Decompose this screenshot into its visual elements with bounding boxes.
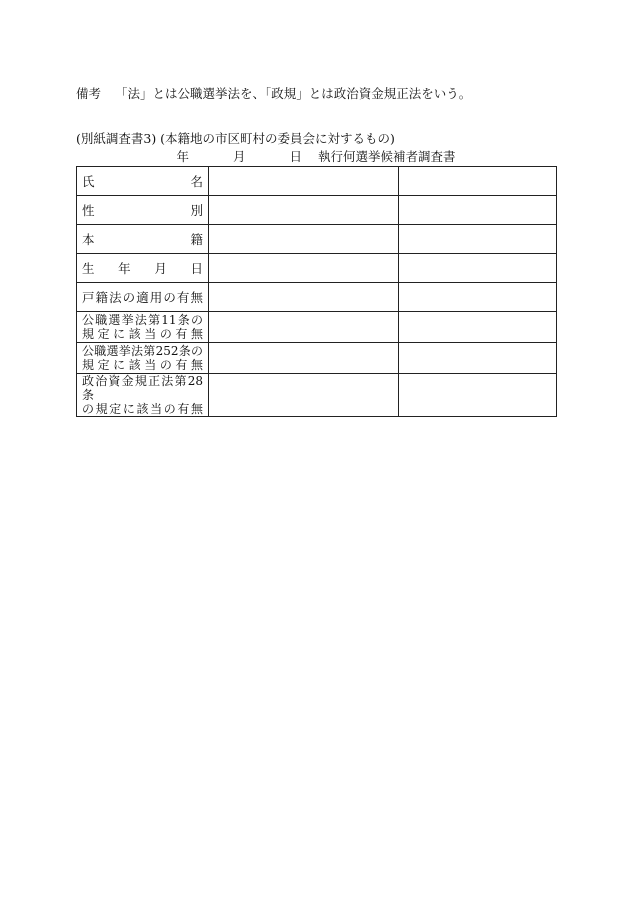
date-month: 月 bbox=[232, 149, 246, 164]
birthdate-value-cell[interactable] bbox=[209, 254, 399, 283]
gender-value-cell[interactable] bbox=[209, 196, 399, 225]
table-row bbox=[77, 374, 557, 417]
form-caption: (別紙調査書3) (本籍地の市区町村の委員会に対するもの) bbox=[76, 131, 395, 146]
row-label-line: 政治資金規正法第28条 bbox=[82, 374, 203, 402]
article-11-value-cell[interactable] bbox=[209, 312, 399, 343]
remarks-text: 「法」とは公職選挙法を、「政規」とは政治資金規正法をいう。 bbox=[115, 86, 472, 101]
table-row bbox=[77, 312, 557, 343]
row-label-domicile: 本籍 bbox=[77, 225, 209, 254]
row-label-name: 氏名 bbox=[77, 167, 209, 196]
gender-remarks-cell[interactable] bbox=[399, 196, 557, 225]
remarks-lead: 備考 bbox=[76, 86, 102, 101]
date-year: 年 bbox=[176, 149, 189, 164]
family-register-remarks-cell[interactable] bbox=[399, 283, 557, 312]
family-register-value-cell[interactable] bbox=[209, 283, 399, 312]
article-11-remarks-cell[interactable] bbox=[399, 312, 557, 343]
row-label-line: 公職選挙法第252条の bbox=[82, 344, 203, 358]
article-252-remarks-cell[interactable] bbox=[399, 343, 557, 374]
candidate-survey-table bbox=[76, 166, 557, 417]
article-28-remarks-cell[interactable] bbox=[399, 374, 557, 417]
domicile-value-cell[interactable] bbox=[209, 225, 399, 254]
row-label-article-11 bbox=[77, 312, 209, 343]
article-252-value-cell[interactable] bbox=[209, 343, 399, 374]
form-title bbox=[76, 149, 556, 165]
domicile-remarks-cell[interactable] bbox=[399, 225, 557, 254]
table-row bbox=[77, 283, 557, 312]
table-row bbox=[77, 167, 557, 196]
table-row bbox=[77, 225, 557, 254]
name-remarks-cell[interactable] bbox=[399, 167, 557, 196]
birthdate-remarks-cell[interactable] bbox=[399, 254, 557, 283]
row-label-article-28 bbox=[77, 374, 209, 417]
table-row bbox=[77, 254, 557, 283]
row-label-line: 規定に該当の有無 bbox=[82, 327, 203, 341]
row-label-gender: 性別 bbox=[77, 196, 209, 225]
row-label-line: の規定に該当の有無 bbox=[82, 402, 203, 416]
form-title-text: 執行何選挙候補者調査書 bbox=[318, 149, 456, 164]
row-label-family-register: 戸籍法の適用の有無 bbox=[77, 283, 209, 312]
row-label-line: 公職選挙法第11条の bbox=[82, 313, 203, 327]
table-row bbox=[77, 196, 557, 225]
row-label-article-252 bbox=[77, 343, 209, 374]
article-28-value-cell[interactable] bbox=[209, 374, 399, 417]
row-label-birthdate: 生年月日 bbox=[77, 254, 209, 283]
remarks-note bbox=[76, 86, 471, 102]
name-value-cell[interactable] bbox=[209, 167, 399, 196]
date-day: 日 bbox=[289, 149, 303, 164]
row-label-line: 規定に該当の有無 bbox=[82, 358, 203, 372]
table-row bbox=[77, 343, 557, 374]
